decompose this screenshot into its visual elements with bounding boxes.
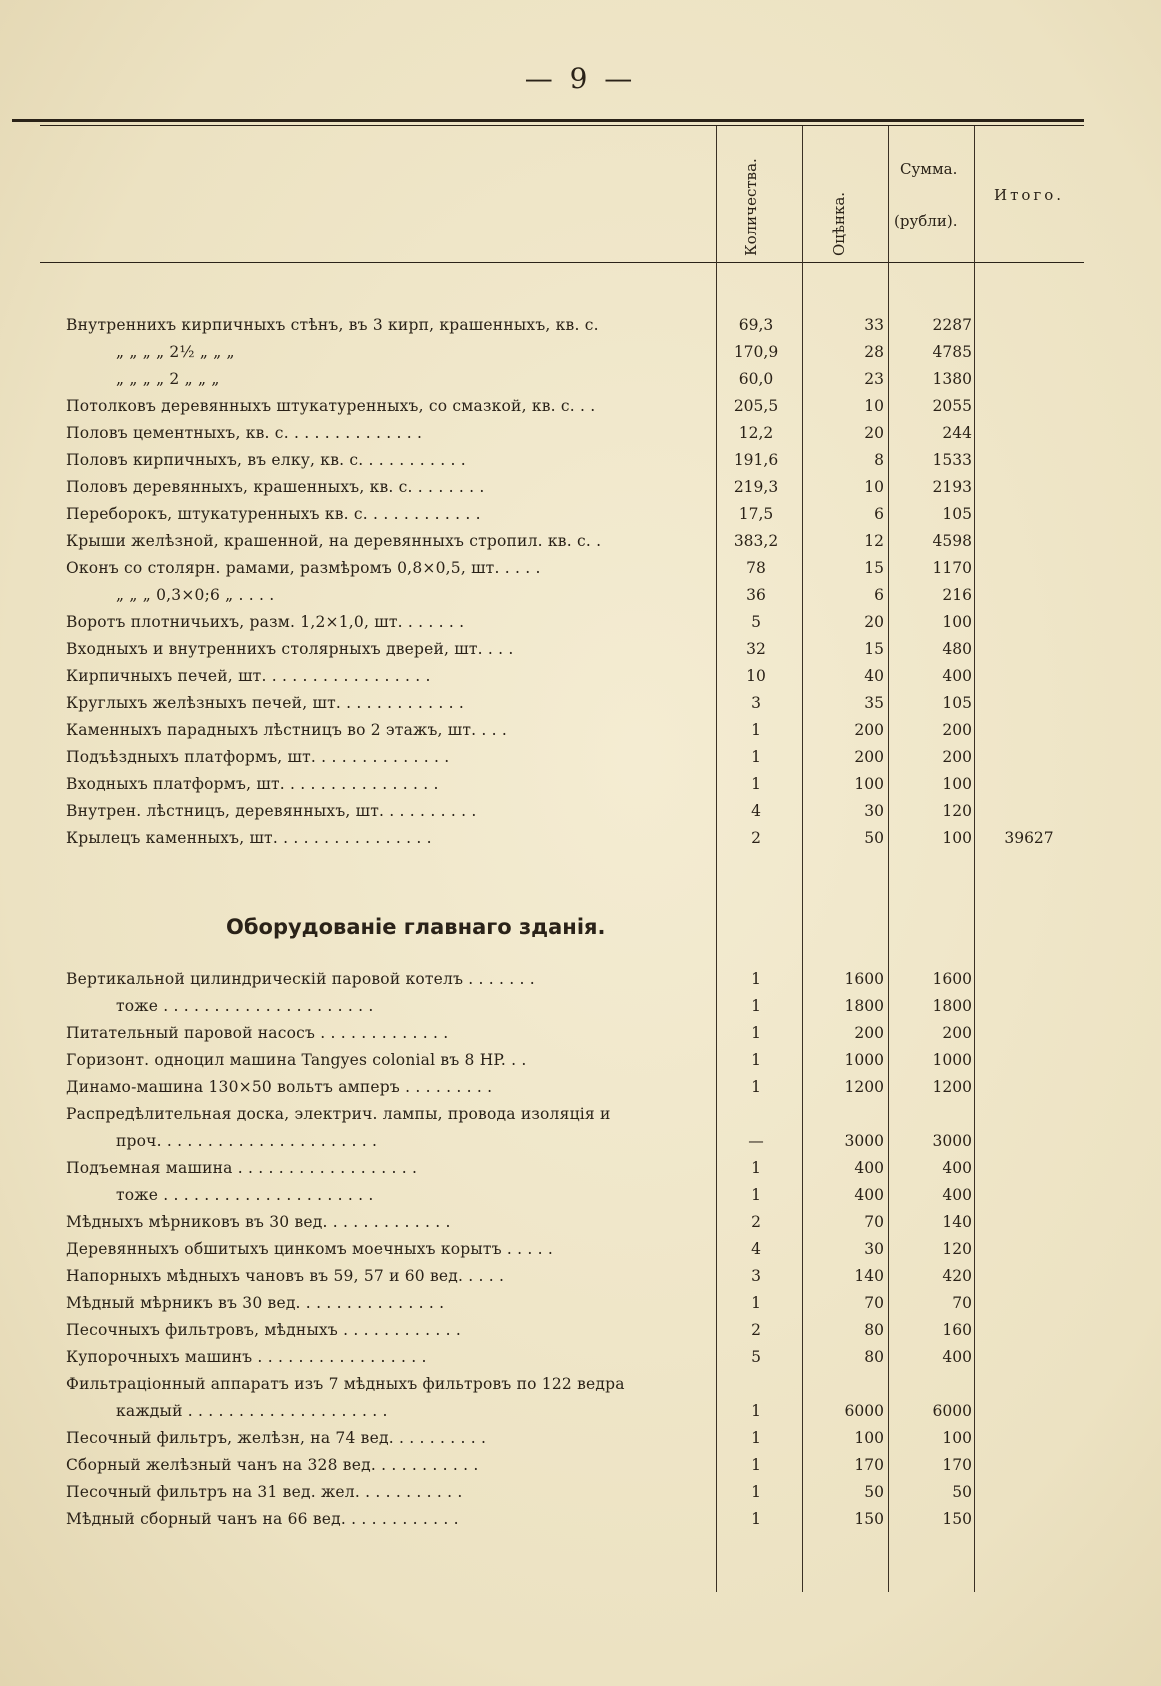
sum-cell: 200: [942, 1024, 972, 1042]
quantity-cell: 69,3: [738, 316, 774, 334]
quantity-cell: 10: [746, 667, 766, 685]
quantity-cell: 32: [746, 640, 766, 658]
quantity-cell: 170,9: [733, 343, 779, 361]
quantity-cell: 3: [751, 694, 761, 712]
table-row: [0, 970, 1161, 996]
estimate-cell: 1200: [844, 1078, 884, 1096]
table-row: [0, 370, 1161, 396]
estimate-cell: 20: [864, 613, 884, 631]
sum-cell: 1380: [932, 370, 972, 388]
item-label: каждый . . . . . . . . . . . . . . . . . . . .: [116, 1402, 388, 1420]
item-label: тоже . . . . . . . . . . . . . . . . . . . . .: [116, 997, 374, 1015]
estimate-cell: 6: [874, 586, 884, 604]
quantity-cell: 383,2: [733, 532, 779, 550]
quantity-cell: 219,3: [733, 478, 779, 496]
item-label: Каменныхъ парадныхъ лѣстницъ во 2 этажъ, шт. . . .: [66, 721, 508, 739]
table-row: [0, 1024, 1161, 1050]
quantity-cell: 78: [746, 559, 766, 577]
sum-cell: 120: [942, 1240, 972, 1258]
header-rule: [40, 262, 1084, 263]
table-row: [0, 694, 1161, 720]
item-label: Напорныхъ мѣдныхъ чановъ въ 59, 57 и 60 вед. . . . .: [66, 1267, 505, 1285]
item-label: Переборокъ, штукатуренныхъ кв. с. . . . . . . . . . . .: [66, 505, 481, 523]
quantity-cell: 5: [751, 1348, 761, 1366]
sum-cell: 400: [942, 1159, 972, 1177]
quantity-cell: 1: [751, 1402, 761, 1420]
sum-cell: 6000: [932, 1402, 972, 1420]
estimate-cell: 30: [864, 1240, 884, 1258]
total-cell: 39627: [1004, 829, 1054, 847]
table-row: [0, 802, 1161, 828]
sum-cell: 1170: [932, 559, 972, 577]
table-row: [0, 1159, 1161, 1185]
estimate-cell: 140: [854, 1267, 884, 1285]
quantity-cell: 1: [751, 775, 761, 793]
item-label: Входныхъ платформъ, шт. . . . . . . . . . . . . . . .: [66, 775, 439, 793]
table-row: [0, 505, 1161, 531]
estimate-cell: 80: [864, 1321, 884, 1339]
item-label: Половъ цементныхъ, кв. с. . . . . . . . . . . . . .: [66, 424, 423, 442]
table-row: [0, 1348, 1161, 1374]
table-row: [0, 613, 1161, 639]
estimate-cell: 12: [864, 532, 884, 550]
estimate-cell: 28: [864, 343, 884, 361]
item-label: Мѣдный мѣрникъ въ 30 вед. . . . . . . . . . . . . . .: [66, 1294, 445, 1312]
estimate-cell: 23: [864, 370, 884, 388]
quantity-cell: 4: [751, 1240, 761, 1258]
table-row: [0, 532, 1161, 558]
quantity-cell: 2: [751, 1213, 761, 1231]
quantity-cell: 36: [746, 586, 766, 604]
table-row: [0, 1186, 1161, 1212]
estimate-cell: 1600: [844, 970, 884, 988]
table-row: [0, 829, 1161, 855]
table-row: [0, 1483, 1161, 1509]
sum-cell: 200: [942, 748, 972, 766]
sum-cell: 2193: [932, 478, 972, 496]
sum-cell: 4785: [932, 343, 972, 361]
sum-cell: 2055: [932, 397, 972, 415]
quantity-cell: 191,6: [733, 451, 779, 469]
estimate-cell: 70: [864, 1294, 884, 1312]
table-row: [0, 1321, 1161, 1347]
table-row: [0, 640, 1161, 666]
table-row: [0, 1240, 1161, 1266]
estimate-cell: 50: [864, 829, 884, 847]
estimate-cell: 6: [874, 505, 884, 523]
table-row: [0, 721, 1161, 747]
sum-cell: 1600: [932, 970, 972, 988]
item-label: Сборный желѣзный чанъ на 328 вед. . . . . . . . . . .: [66, 1456, 479, 1474]
table-row: [0, 997, 1161, 1023]
sum-cell: 170: [942, 1456, 972, 1474]
sum-cell: 400: [942, 1186, 972, 1204]
quantity-cell: —: [748, 1132, 764, 1150]
sum-cell: 1533: [932, 451, 972, 469]
item-label: „ „ „ 0,3×0;6 „ . . . .: [116, 586, 275, 604]
sum-cell: 100: [942, 613, 972, 631]
item-label: Входныхъ и внутреннихъ столярныхъ дверей, шт. . . .: [66, 640, 514, 658]
estimate-cell: 6000: [844, 1402, 884, 1420]
top-rule-thin: [40, 125, 1084, 126]
item-label: Круглыхъ желѣзныхъ печей, шт. . . . . . . . . . . . .: [66, 694, 465, 712]
sum-cell: 1800: [932, 997, 972, 1015]
estimate-cell: 35: [864, 694, 884, 712]
sum-cell: 70: [952, 1294, 972, 1312]
table-row: [0, 343, 1161, 369]
estimate-cell: 80: [864, 1348, 884, 1366]
sum-cell: 4598: [932, 532, 972, 550]
item-label: Оконъ со столярн. рамами, размѣромъ 0,8×0,5, шт. . . . .: [66, 559, 541, 577]
sum-cell: 400: [942, 667, 972, 685]
quantity-cell: 1: [751, 1051, 761, 1069]
item-label: Половъ деревянныхъ, крашенныхъ, кв. с. . . . . . . .: [66, 478, 485, 496]
estimate-cell: 10: [864, 397, 884, 415]
estimate-cell: 100: [854, 1429, 884, 1447]
quantity-cell: 5: [751, 613, 761, 631]
table-row: [0, 559, 1161, 585]
estimate-cell: 150: [854, 1510, 884, 1528]
quantity-cell: 1: [751, 748, 761, 766]
estimate-cell: 1800: [844, 997, 884, 1015]
table-row: [0, 1132, 1161, 1158]
sum-cell: 160: [942, 1321, 972, 1339]
header-sum-line1: Сумма.: [900, 160, 958, 178]
item-label: Подъемная машина . . . . . . . . . . . . . . . . . .: [66, 1159, 418, 1177]
sum-cell: 2287: [932, 316, 972, 334]
estimate-cell: 200: [854, 721, 884, 739]
table-row: [0, 667, 1161, 693]
table-row: [0, 1267, 1161, 1293]
quantity-cell: 1: [751, 1510, 761, 1528]
table-row: [0, 1213, 1161, 1239]
sum-cell: 200: [942, 721, 972, 739]
item-label: „ „ „ „ 2½ „ „ „: [116, 343, 235, 361]
estimate-cell: 200: [854, 1024, 884, 1042]
table-row: [0, 1375, 1161, 1401]
quantity-cell: 1: [751, 1456, 761, 1474]
quantity-cell: 1: [751, 1078, 761, 1096]
item-label: Фильтраціонный аппаратъ изъ 7 мѣдныхъ фильтровъ по 122 ведра: [66, 1375, 625, 1393]
item-label: Мѣдный сборный чанъ на 66 вед. . . . . . . . . . . .: [66, 1510, 459, 1528]
sum-cell: 400: [942, 1348, 972, 1366]
item-label: Распредѣлительная доска, электрич. лампы, провода изоляція и: [66, 1105, 611, 1123]
estimate-cell: 400: [854, 1186, 884, 1204]
estimate-cell: 200: [854, 748, 884, 766]
sum-cell: 50: [952, 1483, 972, 1501]
sum-cell: 105: [942, 505, 972, 523]
table-row: [0, 316, 1161, 342]
estimate-cell: 170: [854, 1456, 884, 1474]
estimate-cell: 3000: [844, 1132, 884, 1150]
quantity-cell: 1: [751, 1159, 761, 1177]
table-row: [0, 1051, 1161, 1077]
item-label: Потолковъ деревянныхъ штукатуренныхъ, со смазкой, кв. с. . .: [66, 397, 596, 415]
header-estimate: Оцѣнка.: [830, 191, 848, 256]
item-label: Песочныхъ фильтровъ, мѣдныхъ . . . . . . . . . . . .: [66, 1321, 462, 1339]
quantity-cell: 1: [751, 970, 761, 988]
sum-cell: 420: [942, 1267, 972, 1285]
sum-cell: 3000: [932, 1132, 972, 1150]
quantity-cell: 60,0: [738, 370, 774, 388]
table-row: [0, 478, 1161, 504]
sum-cell: 150: [942, 1510, 972, 1528]
item-label: „ „ „ „ 2 „ „ „: [116, 370, 220, 388]
item-label: Купорочныхъ машинъ . . . . . . . . . . . . . . . . .: [66, 1348, 427, 1366]
table-row: [0, 1456, 1161, 1482]
estimate-cell: 10: [864, 478, 884, 496]
item-label: Динамо-машина 130×50 вольтъ амперъ . . . . . . . . .: [66, 1078, 493, 1096]
estimate-cell: 30: [864, 802, 884, 820]
quantity-cell: 1: [751, 997, 761, 1015]
sum-cell: 105: [942, 694, 972, 712]
table-row: [0, 1510, 1161, 1536]
item-label: Песочный фильтръ, желѣзн, на 74 вед. . . . . . . . . .: [66, 1429, 487, 1447]
item-label: Воротъ плотничьихъ, разм. 1,2×1,0, шт. . . . . . .: [66, 613, 465, 631]
item-label: тоже . . . . . . . . . . . . . . . . . . . . .: [116, 1186, 374, 1204]
table-row: [0, 586, 1161, 612]
estimate-cell: 100: [854, 775, 884, 793]
table-row: [0, 1429, 1161, 1455]
quantity-cell: 2: [751, 829, 761, 847]
estimate-cell: 40: [864, 667, 884, 685]
sum-cell: 100: [942, 829, 972, 847]
item-label: проч. . . . . . . . . . . . . . . . . . . . . .: [116, 1132, 378, 1150]
sum-cell: 100: [942, 1429, 972, 1447]
section-title: Оборудованіе главнаго зданія.: [226, 915, 606, 939]
quantity-cell: 2: [751, 1321, 761, 1339]
header-quantity: Количества.: [742, 158, 760, 256]
estimate-cell: 400: [854, 1159, 884, 1177]
quantity-cell: 12,2: [738, 424, 774, 442]
sum-cell: 1200: [932, 1078, 972, 1096]
item-label: Крылецъ каменныхъ, шт. . . . . . . . . . . . . . . .: [66, 829, 432, 847]
item-label: Внутреннихъ кирпичныхъ стѣнъ, въ 3 кирп, крашенныхъ, кв. с.: [66, 316, 599, 334]
table-row: [0, 748, 1161, 774]
item-label: Внутрен. лѣстницъ, деревянныхъ, шт. . . . . . . . . .: [66, 802, 477, 820]
header-total: Итого.: [994, 186, 1065, 204]
estimate-cell: 15: [864, 559, 884, 577]
item-label: Вертикальной цилиндрическій паровой котелъ . . . . . . .: [66, 970, 535, 988]
sum-cell: 140: [942, 1213, 972, 1231]
estimate-cell: 70: [864, 1213, 884, 1231]
top-rule: [12, 119, 1084, 122]
item-label: Песочный фильтръ на 31 вед. жел. . . . . . . . . . .: [66, 1483, 463, 1501]
item-label: Подъѣздныхъ платформъ, шт. . . . . . . . . . . . . .: [66, 748, 450, 766]
quantity-cell: 4: [751, 802, 761, 820]
table-row: [0, 424, 1161, 450]
sum-cell: 1000: [932, 1051, 972, 1069]
estimate-cell: 50: [864, 1483, 884, 1501]
estimate-cell: 1000: [844, 1051, 884, 1069]
quantity-cell: 1: [751, 721, 761, 739]
estimate-cell: 15: [864, 640, 884, 658]
header-sum-line2: (рубли).: [894, 212, 958, 230]
sum-cell: 100: [942, 775, 972, 793]
estimate-cell: 33: [864, 316, 884, 334]
table-row: [0, 1078, 1161, 1104]
page-number: — 9 —: [524, 62, 637, 95]
quantity-cell: 205,5: [733, 397, 779, 415]
quantity-cell: 1: [751, 1483, 761, 1501]
item-label: Мѣдныхъ мѣрниковъ въ 30 вед. . . . . . . . . . . . .: [66, 1213, 451, 1231]
sum-cell: 244: [942, 424, 972, 442]
quantity-cell: 3: [751, 1267, 761, 1285]
item-label: Кирпичныхъ печей, шт. . . . . . . . . . . . . . . . .: [66, 667, 431, 685]
table-row: [0, 1402, 1161, 1428]
table-row: [0, 775, 1161, 801]
quantity-cell: 1: [751, 1429, 761, 1447]
estimate-cell: 8: [874, 451, 884, 469]
item-label: Половъ кирпичныхъ, въ елку, кв. с. . . . . . . . . . .: [66, 451, 466, 469]
estimate-cell: 20: [864, 424, 884, 442]
table-row: [0, 451, 1161, 477]
item-label: Крыши желѣзной, крашенной, на деревянныхъ стропил. кв. с. .: [66, 532, 602, 550]
table-row: [0, 1294, 1161, 1320]
sum-cell: 120: [942, 802, 972, 820]
item-label: Горизонт. одноцил машина Tangyes colonial въ 8 HP. . .: [66, 1051, 527, 1069]
item-label: Питательный паровой насосъ . . . . . . . . . . . . .: [66, 1024, 449, 1042]
sum-cell: 216: [942, 586, 972, 604]
table-row: [0, 1105, 1161, 1131]
item-label: Деревянныхъ обшитыхъ цинкомъ моечныхъ корытъ . . . . .: [66, 1240, 554, 1258]
table-row: [0, 397, 1161, 423]
quantity-cell: 1: [751, 1024, 761, 1042]
quantity-cell: 1: [751, 1294, 761, 1312]
quantity-cell: 17,5: [738, 505, 774, 523]
sum-cell: 480: [942, 640, 972, 658]
quantity-cell: 1: [751, 1186, 761, 1204]
